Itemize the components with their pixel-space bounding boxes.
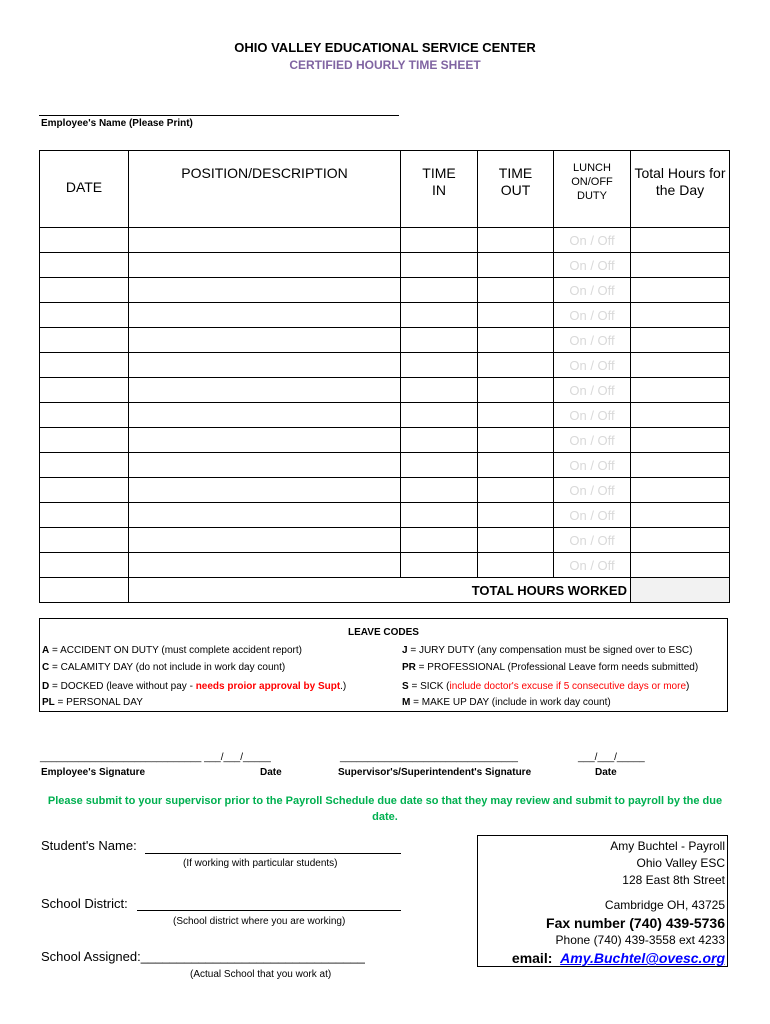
lunch-cell[interactable]: On / Off xyxy=(554,228,631,253)
time-out-cell[interactable] xyxy=(478,453,554,478)
position-cell[interactable] xyxy=(129,278,401,303)
lunch-cell[interactable]: On / Off xyxy=(554,278,631,303)
date-cell[interactable] xyxy=(40,253,129,278)
table-row xyxy=(40,503,730,528)
time-in-cell[interactable] xyxy=(401,528,478,553)
lunch-cell[interactable]: On / Off xyxy=(554,478,631,503)
leave-code-a: A = ACCIDENT ON DUTY (must complete accident report) xyxy=(42,645,302,656)
supervisor-signature-line[interactable]: ________________________________ xyxy=(340,752,518,763)
position-cell[interactable] xyxy=(129,553,401,578)
time-in-cell[interactable] xyxy=(401,253,478,278)
supervisor-date-label: Date xyxy=(595,767,617,778)
time-in-cell[interactable] xyxy=(401,278,478,303)
date-cell[interactable] xyxy=(40,228,129,253)
time-out-cell[interactable] xyxy=(478,228,554,253)
leave-code-c: C = CALAMITY DAY (do not include in work day count) xyxy=(42,662,286,673)
lunch-cell[interactable]: On / Off xyxy=(554,553,631,578)
contact-name: Amy Buchtel - Payroll xyxy=(610,839,725,853)
contact-phone: Phone (740) 439-3558 ext 4233 xyxy=(555,933,725,947)
date-cell[interactable] xyxy=(40,478,129,503)
leave-code-j: J = JURY DUTY (any compensation must be signed over to ESC) xyxy=(402,645,693,656)
total-hours-worked-label: TOTAL HOURS WORKED xyxy=(129,578,631,603)
date-cell[interactable] xyxy=(40,503,129,528)
lunch-cell[interactable]: On / Off xyxy=(554,453,631,478)
time-in-cell[interactable] xyxy=(401,503,478,528)
total-cell[interactable] xyxy=(631,328,730,353)
position-cell[interactable] xyxy=(129,228,401,253)
submission-notice: Please submit to your supervisor prior to the Payroll Schedule due date so that they may review and submit to payroll by the due date. xyxy=(47,795,723,823)
position-cell[interactable] xyxy=(129,428,401,453)
position-cell[interactable] xyxy=(129,528,401,553)
table-row xyxy=(40,553,730,578)
lunch-cell[interactable]: On / Off xyxy=(554,353,631,378)
time-in-cell[interactable] xyxy=(401,303,478,328)
table-row xyxy=(40,253,730,278)
time-in-cell[interactable] xyxy=(401,378,478,403)
org-title: OHIO VALLEY EDUCATIONAL SERVICE CENTER xyxy=(234,40,536,55)
table-row xyxy=(40,278,730,303)
time-out-cell[interactable] xyxy=(478,328,554,353)
date-cell[interactable] xyxy=(40,328,129,353)
school-assigned-hint: (Actual School that you work at) xyxy=(190,969,332,980)
school-district-label: School District: xyxy=(41,896,128,911)
time-out-cell[interactable] xyxy=(478,378,554,403)
contact-org: Ohio Valley ESC xyxy=(636,856,725,870)
time-out-cell[interactable] xyxy=(478,253,554,278)
payroll-contact-box xyxy=(477,835,728,967)
table-row xyxy=(40,353,730,378)
lunch-cell[interactable]: On / Off xyxy=(554,378,631,403)
total-cell[interactable] xyxy=(631,228,730,253)
time-out-cell[interactable] xyxy=(478,553,554,578)
total-cell[interactable] xyxy=(631,528,730,553)
position-cell[interactable] xyxy=(129,378,401,403)
table-row xyxy=(40,528,730,553)
date-cell[interactable] xyxy=(40,378,129,403)
total-cell[interactable] xyxy=(631,378,730,403)
lunch-cell[interactable]: On / Off xyxy=(554,303,631,328)
lunch-cell[interactable]: On / Off xyxy=(554,253,631,278)
date-cell[interactable] xyxy=(40,428,129,453)
students-name-label: Student's Name: xyxy=(41,838,137,853)
employee-name-label: Employee's Name (Please Print) xyxy=(41,118,193,129)
date-cell[interactable] xyxy=(40,553,129,578)
date-cell[interactable] xyxy=(40,528,129,553)
total-hours-worked-cell[interactable] xyxy=(631,578,730,603)
position-cell[interactable] xyxy=(129,503,401,528)
students-name-hint: (If working with particular students) xyxy=(183,858,338,869)
time-in-cell[interactable] xyxy=(401,453,478,478)
date-cell[interactable] xyxy=(40,278,129,303)
time-in-cell[interactable] xyxy=(401,228,478,253)
time-out-cell[interactable] xyxy=(478,503,554,528)
lunch-cell[interactable]: On / Off xyxy=(554,328,631,353)
position-cell[interactable] xyxy=(129,253,401,278)
lunch-cell[interactable]: On / Off xyxy=(554,528,631,553)
position-header: POSITION/DESCRIPTION xyxy=(129,151,401,228)
total-cell[interactable] xyxy=(631,353,730,378)
total-cell[interactable] xyxy=(631,478,730,503)
lunch-cell[interactable]: On / Off xyxy=(554,428,631,453)
contact-city: Cambridge OH, 43725 xyxy=(604,898,725,912)
table-row xyxy=(40,378,730,403)
employee-signature-label: Employee's Signature xyxy=(41,767,146,778)
form-subtitle: CERTIFIED HOURLY TIME SHEET xyxy=(289,58,481,72)
table-header-row xyxy=(40,151,730,228)
position-cell[interactable] xyxy=(129,453,401,478)
total-cell[interactable] xyxy=(631,503,730,528)
leave-codes-title: LEAVE CODES xyxy=(348,627,419,638)
leave-code-pr: PR = PROFESSIONAL (Professional Leave form needs submitted) xyxy=(402,662,699,673)
time-out-cell[interactable] xyxy=(478,403,554,428)
total-row-left xyxy=(40,578,129,603)
time-in-cell[interactable] xyxy=(401,478,478,503)
time-in-cell[interactable] xyxy=(401,403,478,428)
contact-email-row xyxy=(478,949,725,967)
time-in-cell[interactable] xyxy=(401,353,478,378)
lunch-cell[interactable]: On / Off xyxy=(554,503,631,528)
time-out-cell[interactable] xyxy=(478,528,554,553)
students-name-field[interactable] xyxy=(145,853,401,854)
lunch-header: LUNCH ON/OFF DUTY xyxy=(554,151,631,228)
lunch-cell[interactable]: On / Off xyxy=(554,403,631,428)
school-district-field[interactable] xyxy=(137,910,401,911)
total-cell[interactable] xyxy=(631,253,730,278)
email-link[interactable]: Amy.Buchtel@ovesc.org xyxy=(560,950,725,966)
time-out-cell[interactable] xyxy=(478,428,554,453)
table-row xyxy=(40,453,730,478)
contact-fax: Fax number (740) 439-5736 xyxy=(546,915,725,931)
table-row xyxy=(40,228,730,253)
employee-signature-line[interactable]: _____________________________ ___/___/_____ xyxy=(40,752,271,763)
position-cell[interactable] xyxy=(129,403,401,428)
contact-street: 128 East 8th Street xyxy=(622,873,725,887)
school-assigned-label: School Assigned:_______________________________ xyxy=(41,949,365,964)
position-cell[interactable] xyxy=(129,478,401,503)
employee-name-line[interactable] xyxy=(39,115,399,116)
total-cell[interactable] xyxy=(631,453,730,478)
supervisor-signature-label: Supervisor's/Superintendent's Signature xyxy=(338,767,532,778)
leave-code-s: S = SICK (include doctor's excuse if 5 consecutive days or more) xyxy=(402,681,690,692)
position-cell[interactable] xyxy=(129,353,401,378)
time-in-cell[interactable] xyxy=(401,553,478,578)
leave-code-pl: PL = PERSONAL DAY xyxy=(42,697,143,708)
table-row xyxy=(40,478,730,503)
supervisor-date-line[interactable]: ___/___/_____ xyxy=(578,752,645,763)
position-cell[interactable] xyxy=(129,303,401,328)
school-district-hint: (School district where you are working) xyxy=(173,916,346,927)
date-cell[interactable] xyxy=(40,453,129,478)
total-row xyxy=(40,578,730,603)
table-row xyxy=(40,428,730,453)
total-cell[interactable] xyxy=(631,403,730,428)
email-label: email: xyxy=(511,950,553,966)
position-cell[interactable] xyxy=(129,328,401,353)
time-sheet-table xyxy=(39,150,730,603)
time-in-cell[interactable] xyxy=(401,328,478,353)
time-out-cell[interactable] xyxy=(478,278,554,303)
total-cell[interactable] xyxy=(631,553,730,578)
total-cell[interactable] xyxy=(631,428,730,453)
employee-date-label: Date xyxy=(260,767,282,778)
time-out-header: TIME OUT xyxy=(478,151,554,228)
table-row xyxy=(40,303,730,328)
total-hours-header: Total Hours for the Day xyxy=(631,151,730,228)
date-cell[interactable] xyxy=(40,303,129,328)
time-out-cell[interactable] xyxy=(478,353,554,378)
table-row xyxy=(40,403,730,428)
time-in-cell[interactable] xyxy=(401,428,478,453)
date-header: DATE xyxy=(40,151,129,228)
school-assigned-field[interactable]: _______________________________ xyxy=(140,949,365,964)
date-cell[interactable] xyxy=(40,403,129,428)
total-cell[interactable] xyxy=(631,303,730,328)
leave-codes-box xyxy=(39,618,728,712)
time-out-cell[interactable] xyxy=(478,478,554,503)
time-in-header: TIME IN xyxy=(401,151,478,228)
leave-code-d: D = DOCKED (leave without pay - needs proior approval by Supt.) xyxy=(42,681,347,692)
total-cell[interactable] xyxy=(631,278,730,303)
table-row xyxy=(40,328,730,353)
leave-code-m: M = MAKE UP DAY (include in work day count) xyxy=(402,697,611,708)
time-out-cell[interactable] xyxy=(478,303,554,328)
date-cell[interactable] xyxy=(40,353,129,378)
